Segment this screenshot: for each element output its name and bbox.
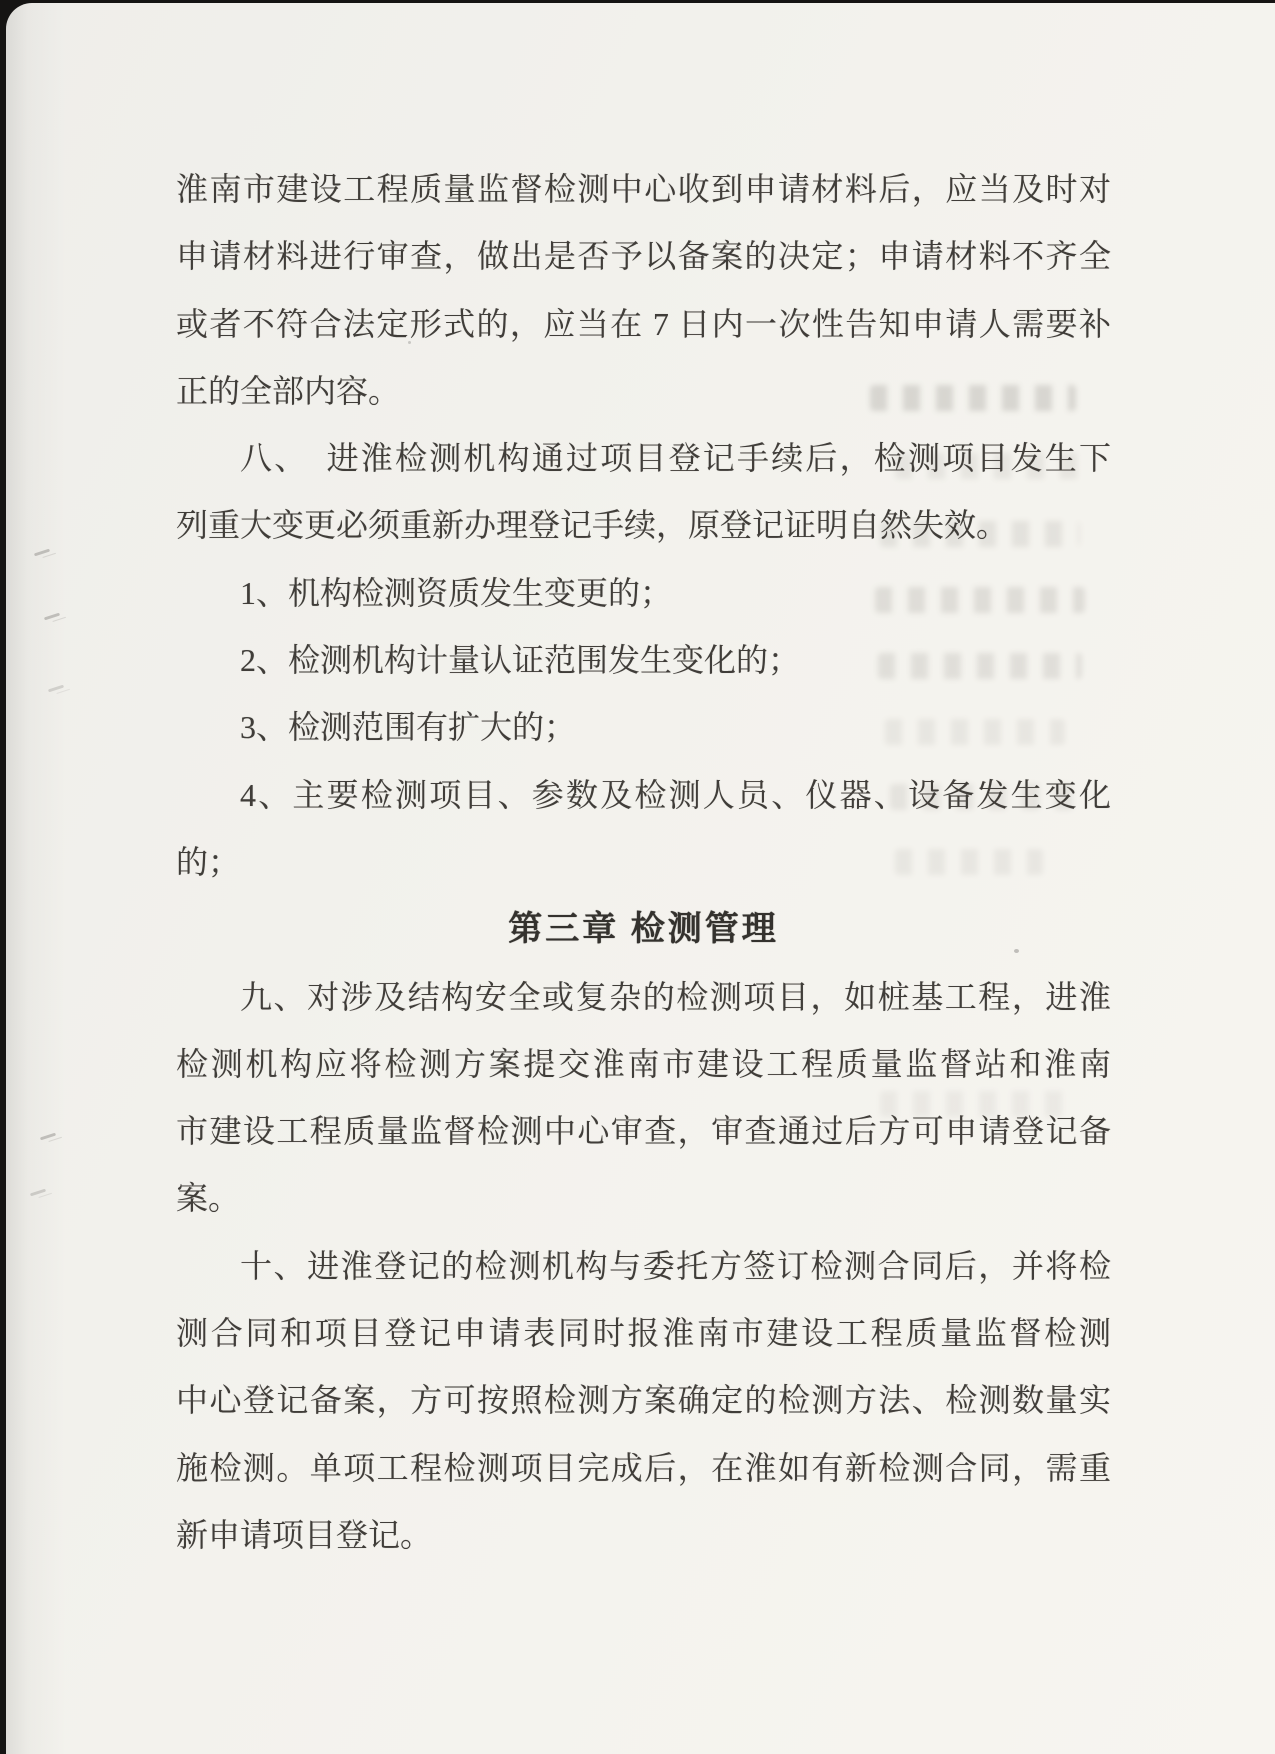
text-line: 案。 bbox=[176, 1180, 241, 1217]
text-line: 3、检测范围有扩大的； bbox=[240, 709, 577, 746]
ink-speck bbox=[48, 685, 64, 693]
text-line: 淮南市建设工程质量监督检测中心收到申请材料后，应当及时对 bbox=[176, 171, 1111, 207]
document-text bbox=[176, 156, 1111, 1569]
text-line: 正的全部内容。 bbox=[176, 372, 401, 409]
ink-speck bbox=[44, 613, 60, 621]
ink-speck bbox=[34, 549, 50, 557]
text-line: 八、 进淮检测机构通过项目登记手续后，检测项目发生下 bbox=[240, 440, 1111, 477]
text-line: 检测机构应将检测方案提交淮南市建设工程质量监督站和淮南 bbox=[176, 1045, 1111, 1082]
page-edge-shadow bbox=[0, 0, 1275, 3]
text-line: 施检测。单项工程检测项目完成后，在淮如有新检测合同，需重 bbox=[176, 1449, 1111, 1486]
text-line: 新申请项目登记。 bbox=[176, 1516, 433, 1553]
text-line: 市建设工程质量监督检测中心审查，审查通过后方可申请登记备 bbox=[176, 1113, 1111, 1150]
text-line: 或者不符合法定形式的，应当在 7 日内一次性告知申请人需要补 bbox=[176, 305, 1111, 342]
text-line: 4、主要检测项目、参数及检测人员、仪器、设备发生变化 bbox=[240, 776, 1111, 813]
text-line: 1、机构检测资质发生变更的； bbox=[240, 574, 673, 611]
ink-speck bbox=[30, 1189, 46, 1197]
scanned-page bbox=[6, 3, 1275, 1754]
text-line: 列重大变更必须重新办理登记手续，原登记证明自然失效。 bbox=[176, 507, 1009, 544]
text-line: 十、进淮登记的检测机构与委托方签订检测合同后，并将检 bbox=[240, 1247, 1111, 1284]
text-line: 2、检测机构计量认证范围发生变化的； bbox=[240, 642, 801, 679]
text-line: 的； bbox=[176, 843, 241, 880]
text-line: 申请材料进行审查，做出是否予以备案的决定；申请材料不齐全 bbox=[176, 238, 1111, 275]
chapter-heading: 第三章 检测管理 bbox=[508, 911, 779, 949]
text-line: 九、对涉及结构安全或复杂的检测项目，如桩基工程，进淮 bbox=[240, 978, 1111, 1015]
ink-speck bbox=[40, 1133, 56, 1141]
text-line: 测合同和项目登记申请表同时报淮南市建设工程质量监督检测 bbox=[176, 1315, 1111, 1352]
text-line: 中心登记备案，方可按照检测方案确定的检测方法、检测数量实 bbox=[176, 1382, 1111, 1419]
